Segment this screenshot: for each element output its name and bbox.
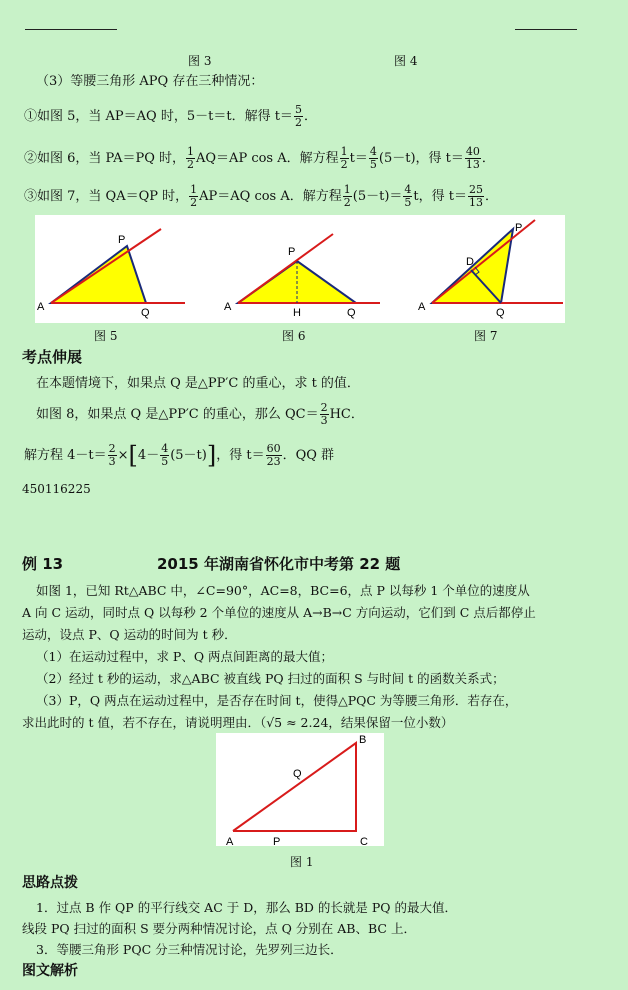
caption-fig1: 图 1: [290, 855, 314, 869]
example-p3: 运动，设点 P、Q 运动的时间为 t 秒．: [22, 627, 237, 642]
fig7-label-Q: Q: [496, 307, 505, 319]
fig7-label-A: A: [418, 301, 426, 313]
fig1-label-A: A: [226, 836, 234, 846]
top-rule-left: [25, 29, 117, 30]
fig5-label-P: P: [118, 234, 126, 246]
hint-1: 1．过点 B 作 QP 的平行线交 AC 于 D，那么 BD 的长就是 PQ 的最大值．: [36, 900, 457, 915]
example-q1: （1）在运动过程中，求 P、Q 两点间距离的最大值；: [36, 649, 334, 664]
example-q3b: 求出此时的 t 值，若不存在，请说明理由．（√5 ≈ 2.24，结果保留一位小数）: [22, 715, 454, 730]
fig5-label-A: A: [37, 301, 45, 313]
figures-svg: [35, 215, 565, 323]
figure-5-6-7-panel: [35, 215, 565, 323]
fig1-triangle: [233, 743, 356, 831]
extend-heading: 考点伸展: [22, 348, 83, 366]
part3-title: （3）等腰三角形 APQ 存在三种情况：: [36, 74, 264, 89]
caption-fig7: 图 7: [474, 329, 498, 343]
fig6-label-A: A: [224, 301, 232, 313]
case2-line: ②如图 6，当 PA＝PQ 时， $\frac{1}{2}$ AQ＝AP cos A．解方程 $\frac{1}{2}$ t＝ $\frac{4}{5}$ (5－t)，得 t＝ $\frac{40}{13}$ ．: [24, 145, 495, 171]
hint-2: 线段 PQ 扫过的面积 S 要分两种情况讨论，点 Q 分别在 AB、BC 上．: [22, 921, 416, 936]
caption-fig3: 图 3: [188, 54, 212, 68]
caption-fig4: 图 4: [394, 54, 418, 68]
caption-fig6: 图 6: [282, 329, 306, 343]
fig1-label-Q: Q: [293, 768, 302, 780]
example-p1: 如图 1，已知 Rt△ABC 中，∠C=90°，AC=8，BC=6，点 P 以每秒 1 个单位的速度从: [36, 583, 530, 598]
qq-number: 450116225: [22, 482, 91, 496]
fig1-label-P: P: [273, 836, 281, 846]
hints-heading: 思路点拨: [22, 875, 78, 891]
example-number: 例 13: [22, 555, 64, 573]
example-q3: （3）P，Q 两点在运动过程中，是否存在时间 t，使得△PQC 为等腰三角形．若存在，: [36, 693, 518, 708]
extend-line2: 如图 8，如果点 Q 是△PP′C 的重心，那么 QC＝ $\frac{2}{3}$ HC．: [36, 401, 364, 427]
fig7-label-D: D: [466, 256, 474, 268]
example-p2: A 向 C 运动，同时点 Q 以每秒 2 个单位的速度从 A→B→C 方向运动，它们到 C 点后都停止: [22, 605, 536, 620]
hint-3: 3．等腰三角形 PQC 分三种情况讨论，先罗列三边长．: [36, 942, 343, 957]
extend-answer: $\frac{60}{23}$: [266, 442, 281, 468]
fig6-label-H: H: [293, 307, 301, 319]
example-title: 2015 年湖南省怀化市中考第 22 题: [157, 555, 401, 573]
fig7-label-P: P: [515, 222, 523, 234]
solution-heading: 图文解析: [22, 963, 78, 979]
top-rule-right: [515, 29, 577, 30]
figure-1-panel: [216, 733, 384, 846]
extend-line3: 解方程 4－t＝ $\frac{2}{3}$ ×[4－ $\frac{4}{5}$ (5－t)]，得 t＝ $\frac{60}{23}$ ．QQ 群: [24, 441, 335, 470]
case3-answer: $\frac{25}{13}$: [468, 183, 483, 209]
fig1-label-B: B: [359, 734, 367, 746]
case3-line: ③如图 7，当 QA＝QP 时， $\frac{1}{2}$ AP＝AQ cos A．解方程 $\frac{1}{2}$ (5－t)＝ $\frac{4}{5}$ t，得 t＝ $\frac{25}{13}$ ．: [24, 183, 498, 209]
fig1-label-C: C: [360, 836, 368, 846]
figure-1-svg: [216, 733, 384, 846]
fig6-label-Q: Q: [347, 307, 356, 319]
case2-answer: $\frac{40}{13}$: [465, 145, 480, 171]
case1-line: ①如图 5，当 AP＝AQ 时，5－t＝t．解得 t＝ $\frac{5}{2}$ ．: [24, 103, 317, 129]
example-q2: （2）经过 t 秒的运动，求△ABC 被直线 PQ 扫过的面积 S 与时间 t 的函数关系式；: [36, 671, 505, 686]
caption-fig5: 图 5: [94, 329, 118, 343]
fig5-label-Q: Q: [141, 307, 150, 319]
fig6-label-P: P: [288, 246, 296, 258]
case1-fraction: $\frac{5}{2}$: [294, 103, 302, 129]
extend-line1: 在本题情境下，如果点 Q 是△PP′C 的重心，求 t 的值．: [36, 376, 360, 391]
case1-text: ①如图 5，当 AP＝AQ 时，5－t＝t．解得 t＝: [24, 109, 293, 124]
